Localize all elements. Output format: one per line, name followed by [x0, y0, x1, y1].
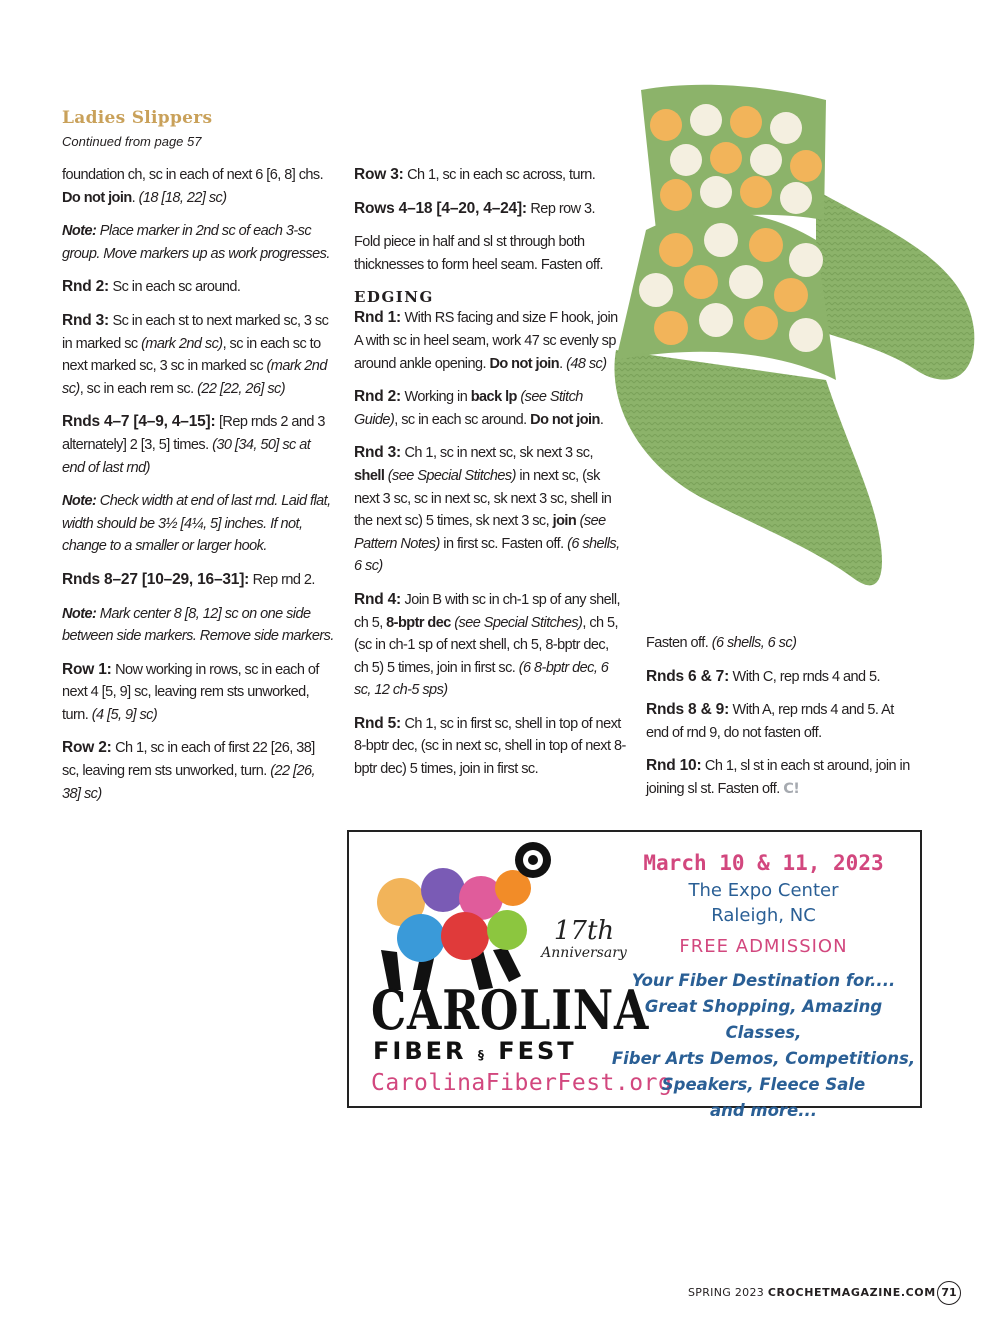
- col2-rnd5: Rnd 5: Ch 1, sc in first sc, shell in top of next 8-bptr dec, (sc in next sc, shell in top of next 8-bptr dec) 5 times, join in first sc.: [354, 714, 626, 778]
- brand-fiber-fest: FIBER § FEST: [373, 1037, 577, 1065]
- page-footer: [688, 1286, 936, 1299]
- carolina-fiber-fest-ad: [347, 830, 922, 1120]
- slippers-photo: [586, 80, 990, 620]
- col1-row2: Row 2: Ch 1, sc in each of first 22 [26, 38] sc, leaving rem sts unworked, turn. (22 [26, 38] sc): [62, 739, 316, 802]
- edging-heading: EDGING: [354, 288, 434, 307]
- col1-p1: foundation ch, sc in each of next 6 [6, 8] chs. Do not join. (18 [18, 22] sc): [62, 167, 324, 206]
- continued-note: Continued from page 57: [62, 134, 202, 149]
- col1-note-3: Note: Mark center 8 [8, 12] sc on one side between side markers. Remove side markers.: [62, 605, 334, 645]
- col1-rnds4-7: Rnds 4–7 [4–9, 4–15]: [Rep rnds 2 and 3 alternately] 2 [3, 5] times. (30 [34, 50] sc at end of last rnd): [62, 413, 325, 476]
- back-slipper-foot: [816, 190, 974, 380]
- brand-carolina: CAROLINA: [371, 978, 650, 1042]
- front-slipper-foot: [614, 350, 882, 585]
- col2-rows4-18: Rows 4–18 [4–20, 4–24]: Rep row 3.: [354, 199, 595, 217]
- col1-rnds8-27: Rnds 8–27 [10–29, 16–31]: Rep rnd 2.: [62, 570, 315, 588]
- col2-rnd4: Rnd 4: Join B with sc in ch-1 sp of any shell, ch 5, 8-bptr dec (see Special Stitches), ch 5, (sc in ch-1 sp of next shell, ch 5, 8-bptr dec, ch 5) 5 times, join in first sc. (6 8-bptr dec, 6 sc, 12 ch-5 sps): [354, 590, 621, 699]
- section-title: Ladies Slippers: [62, 108, 213, 128]
- column-1: [62, 164, 334, 816]
- end-mark: C!: [783, 780, 800, 797]
- col2-fold: Fold piece in half and sl st through both thicknesses to form heel seam. Fasten off.: [354, 234, 604, 273]
- anniversary-mark: 17th Anniversary: [541, 916, 627, 961]
- admission: FREE ADMISSION: [679, 936, 848, 957]
- col3-rnds6-7: Rnds 6 & 7: With C, rep rnds 4 and 5.: [646, 667, 880, 685]
- col1-row1: Row 1: Now working in rows, sc in each of next 4 [5, 9] sc, leaving rem sts unworked, turn. (4 [5, 9] sc): [62, 660, 319, 723]
- venue-line-1: The Expo Center: [688, 880, 839, 901]
- site-name: CROCHETMAGAZINE.COM: [767, 1286, 936, 1299]
- col2-rnd3: Rnd 3: Ch 1, sc in next sc, sk next 3 sc, shell (see Special Stitches) in next sc, (sk next 3 sc, sc in next sc, sk next 3 sc, shell in the next sc) 5 times, sk next 3 sc, join (see Pattern Notes) in first sc. Fasten off. (6 shells, 6 sc): [354, 444, 620, 575]
- venue-line-2: Raleigh, NC: [711, 905, 816, 926]
- col2-row3: Row 3: Ch 1, sc in each sc across, turn.: [354, 166, 596, 183]
- col2-rnd2: Rnd 2: Working in back lp (see Stitch Guide), sc in each sc around. Do not join.: [354, 388, 604, 428]
- ad-url: CarolinaFiberFest.org: [371, 1070, 673, 1096]
- issue-label: SPRING 2023: [688, 1286, 765, 1299]
- ad-details: [611, 848, 916, 1124]
- col1-rnd2: Rnd 2: Sc in each sc around.: [62, 278, 241, 296]
- col3-rnds8-9: Rnds 8 & 9: With A, rep rnds 4 and 5. At end of rnd 9, do not fasten off.: [646, 701, 894, 741]
- col2-rnd1: Rnd 1: With RS facing and size F hook, join A with sc in heel seam, work 47 sc evenly sp around ankle opening. Do not join. (48 sc): [354, 309, 618, 372]
- event-date: March 10 & 11, 2023: [643, 851, 884, 875]
- col1-note-2: Note: Check width at end of last rnd. Laid flat, width should be 3½ [4¼, 5] inches. If not, change to a smaller or larger hook.: [62, 493, 331, 555]
- tagline: Your Fiber Destination for.... Great Shopping, Amazing Classes, Fiber Arts Demos, Competitions, Speakers, Fleece Sale and more...: [611, 971, 916, 1120]
- column-3: [646, 632, 918, 812]
- page-number: 71: [937, 1281, 961, 1305]
- col1-note-1: Note: Place marker in 2nd sc of each 3-sc group. Move markers up as work progresses.: [62, 223, 330, 262]
- col1-rnd3: Rnd 3: Sc in each st to next marked sc, 3 sc in marked sc (mark 2nd sc), sc in each sc to next marked sc, 3 sc in marked sc (mark 2nd sc), sc in each rem sc. (22 [22, 26] sc): [62, 311, 329, 397]
- col3-fasten: Fasten off. (6 shells, 6 sc): [646, 635, 797, 651]
- col3-rnd10: Rnd 10: Ch 1, sl st in each st around, join in joining sl st. Fasten off. C!: [646, 757, 910, 797]
